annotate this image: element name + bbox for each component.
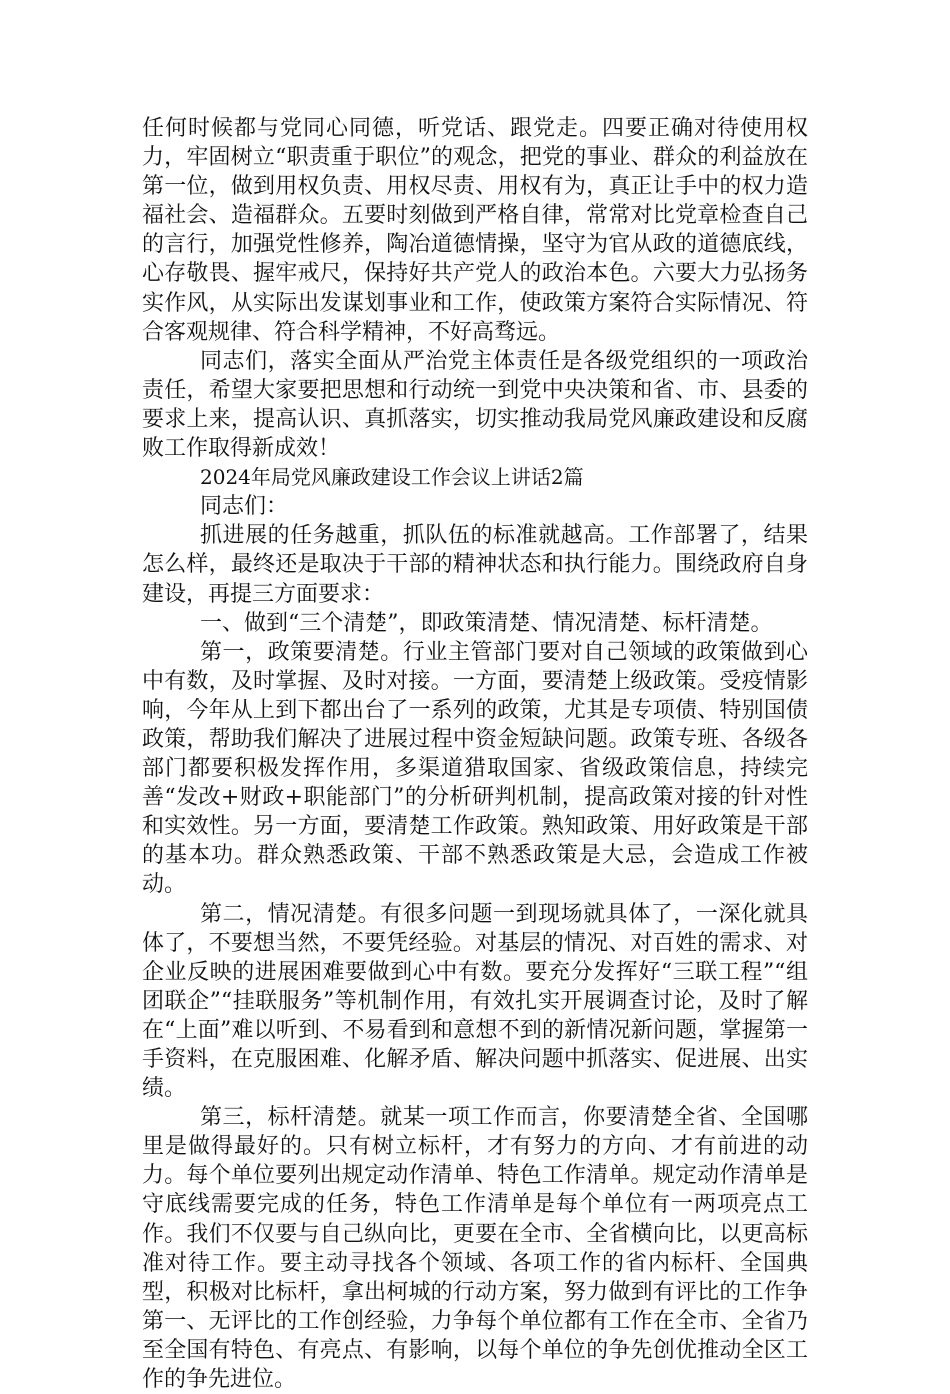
paragraph-intro: 抓进展的任务越重，抓队伍的标准就越高。工作部署了，结果怎么样，最终还是取决于干部的精神状态和执行能力。围绕政府自身建设，再提三方面要求：	[142, 523, 808, 607]
section-heading: 一、做到“三个清楚”，即政策清楚、情况清楚、标杆清楚。	[200, 610, 773, 636]
paragraph-situation: 第二，情况清楚。有很多问题一到现场就具体了，一深化就具体了，不要想当然，不要凭经验。对基层的情况、对百姓的需求、对企业反映的进展困难要做到心中有数。要充分发挥好“三联工程”“组团联企”“挂联服务”等机制作用，有效扎实开展调查讨论，及时了解在“上面”难以听到、不易看到和意想不到的新情况新问题，掌握第一手资料，在克服困难、化解矛盾、解决问题中抓落实、促进展、出实绩。	[142, 901, 808, 1102]
salutation: 同志们：	[200, 494, 289, 520]
speech-title: 2024年局党风廉政建设工作会议上讲话2篇	[200, 465, 584, 490]
paragraph-benchmark: 第三，标杆清楚。就某一项工作而言，你要清楚全省、全国哪里是做得最好的。只有树立标杆，才有努力的方向、才有前进的动力。每个单位要列出规定动作清单、特色工作清单。规定动作清单是守底线需要完成的任务，特色工作清单是每个单位有一两项亮点工作。我们不仅要与自己纵向比，更要在全市、全省横向比，以更高标准对待工作。要主动寻找各个领域、各项工作的省内标杆、全国典型，积极对比标杆，拿出柯城的行动方案，努力做到有评比的工作争第一、无评比的工作创经验，力争每个单位都有工作在全市、全省乃至全国有特色、有亮点、有影响，以每个单位的争先创优推动全区工作的争先进位。	[142, 1105, 808, 1393]
paragraph-policy: 第一，政策要清楚。行业主管部门要对自己领域的政策做到心中有数，及时掌握、及时对接。一方面，要清楚上级政策。受疫情影响，今年从上到下都出台了一系列的政策，尤其是专项债、特别国债政策，帮助我们解决了进展过程中资金短缺问题。政策专班、各级各部门都要积极发挥作用，多渠道猎取国家、省级政策信息，持续完善“发改+财政+职能部门”的分析研判机制，提高政策对接的针对性和实效性。另一方面，要清楚工作政策。熟知政策、用好政策是干部的基本功。群众熟悉政策、干部不熟悉政策是大忌，会造成工作被动。	[142, 639, 808, 898]
paragraph-continuation: 任何时候都与党同心同德，听党话、跟党走。四要正确对待使用权力，牢固树立“职责重于职位”的观念，把党的事业、群众的利益放在第一位，做到用权负责、用权尽责、用权有为，真正让手中的权力造福社会、造福群众。五要时刻做到严格自律，常常对比党章检查自己的言行，加强党性修养，陶冶道德情操，坚守为官从政的道德底线，心存敬畏、握牢戒尺，保持好共产党人的政治本色。六要大力弘扬务实作风，从实际出发谋划事业和工作，使政策方案符合实际情况、符合客观规律、符合科学精神，不好高骛远。	[142, 116, 808, 345]
paragraph-closing: 同志们，落实全面从严治党主体责任是各级党组织的一项政治责任，希望大家要把思想和行动统一到党中央决策和省、市、县委的要求上来，提高认识、真抓落实，切实推动我局党风廉政建设和反腐败工作取得新成效！	[142, 348, 808, 462]
document-page	[142, 114, 808, 1394]
